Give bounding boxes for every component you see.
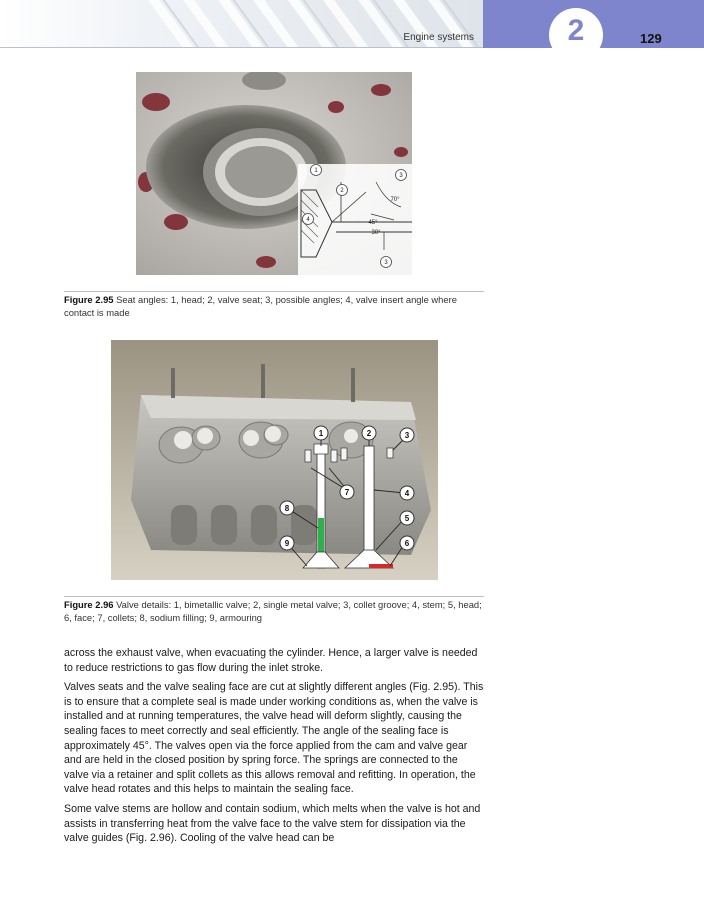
angle-70: 70° <box>390 197 400 203</box>
paragraph: across the exhaust valve, when evacuating the cylinder. Hence, a larger valve is needed to reduce restrictions to gas flow during the inlet stroke. <box>64 647 478 674</box>
body-text <box>64 646 484 851</box>
figure-valve-details-photo <box>111 340 438 580</box>
page-number: 129 <box>640 31 662 46</box>
valve-callout-1: 1 <box>318 429 324 438</box>
seat-angle-inset-diagram <box>298 164 412 275</box>
callout-2: 2 <box>340 188 344 194</box>
figure-2-caption <box>64 599 484 624</box>
valve-callout-7: 7 <box>344 488 350 497</box>
figure-1-divider <box>64 291 484 292</box>
figure-2-caption-text: Valve details: 1, bimetallic valve; 2, single metal valve; 3, collet groove; 4, stem; 5, head; 6, face; 7, collets; 8, sodium filling; 9, armouring <box>64 599 482 623</box>
angle-30: 30° <box>371 230 381 236</box>
valve-callout-8: 8 <box>284 504 290 513</box>
valve-callout-6: 6 <box>404 539 410 548</box>
figure-1-caption-text: Seat angles: 1, head; 2, valve seat; 3, possible angles; 4, valve insert angle where contact is made <box>64 294 457 318</box>
paragraph: Some valve stems are hollow and contain sodium, which melts when the valve is hot and assists in transferring heat from the valve face to the valve stem for dissipation via the valve guides (Fig. 2.96). Cooling of the valve head can be <box>64 802 481 845</box>
figure-1-label: Figure 2.95 <box>64 294 114 305</box>
valve-callout-2: 2 <box>366 429 372 438</box>
valve-callout-5: 5 <box>404 514 410 523</box>
figure-1-caption <box>64 294 484 319</box>
valve-callout-9: 9 <box>284 539 290 548</box>
callout-1: 1 <box>314 168 318 174</box>
callout-3b: 3 <box>384 260 388 266</box>
face-armouring <box>369 564 393 568</box>
angle-45: 45° <box>368 220 378 226</box>
paragraph: Valves seats and the valve sealing face are cut at slightly different angles (Fig. 2.95). This is to ensure that a complete seal is made under working conditions as, when the valve is installed and at running temperatures, the valve head will deform slightly, causing the sealing faces to meet correctly and seal efficiently. The angle of the sealing face is approximately 45°. The valves open via the force applied from the cam and valve gear and are held in the closed position by spring force. The springs are connected to the valve via a retainer and split collets as this allows removal and refitting. In operation, the valve head rotates and this helps to maintain the sealing face. <box>64 681 484 796</box>
figure-2-divider <box>64 596 484 597</box>
figure-2-label: Figure 2.96 <box>64 599 114 610</box>
running-head-section: Engine systems <box>403 32 474 43</box>
chapter-number: 2 <box>567 14 585 47</box>
figure-seat-angles-photo <box>136 72 412 275</box>
header-divider <box>0 47 483 48</box>
valve-callout-4: 4 <box>404 489 410 498</box>
callout-4: 4 <box>306 217 310 223</box>
valve-callout-3: 3 <box>404 431 410 440</box>
callout-3: 3 <box>399 173 403 179</box>
